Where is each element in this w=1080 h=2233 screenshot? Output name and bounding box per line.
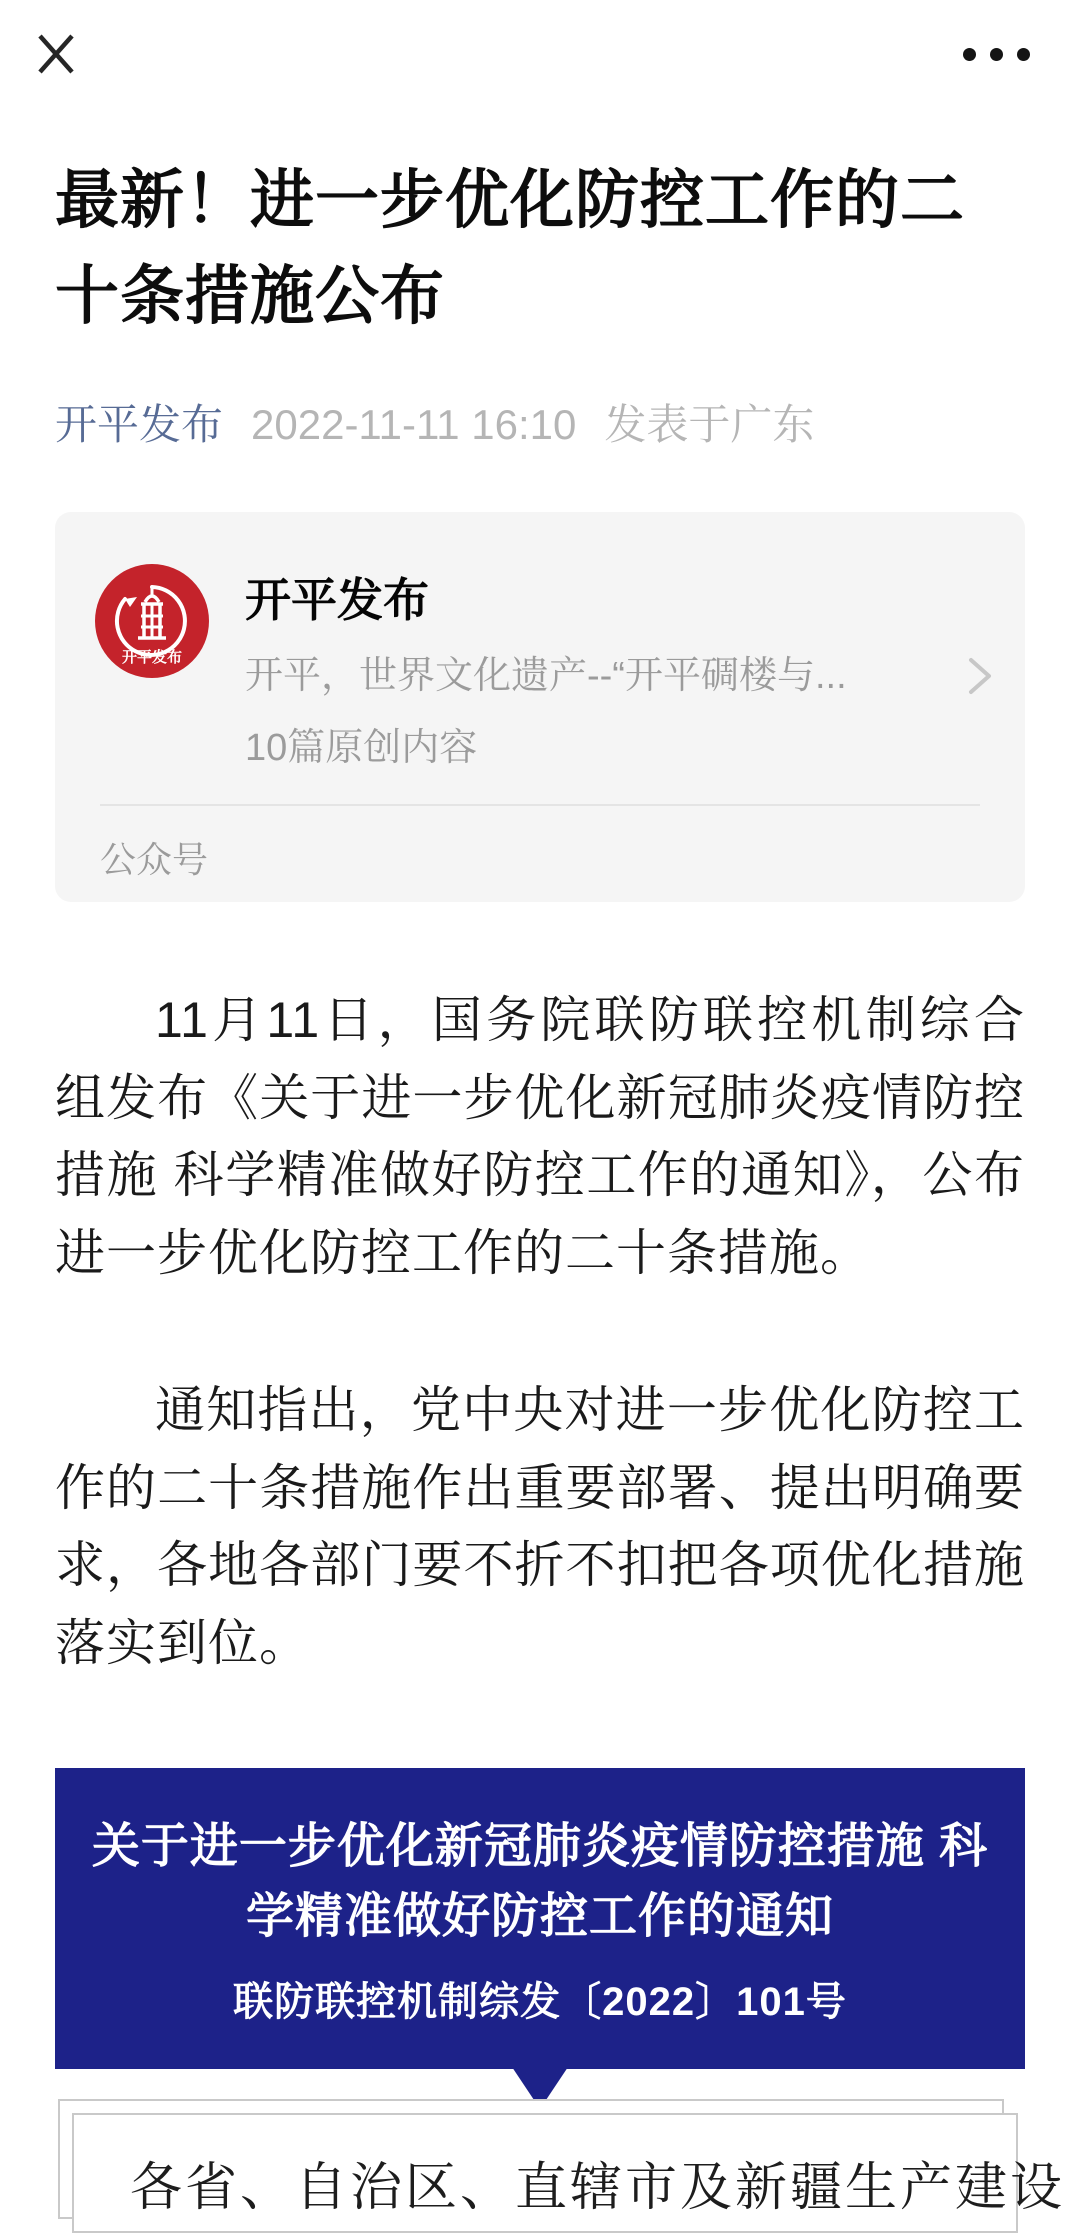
account-logo-icon <box>95 564 209 678</box>
close-button[interactable] <box>28 26 84 82</box>
account-avatar <box>95 564 209 678</box>
official-account-card[interactable] <box>55 512 1025 902</box>
body-paragraph-2: 通知指出，党中央对进一步优化防控工作的二十条措施作出重要部署、提出明确要求，各地各部门要不折不扣把各项优化措施落实到位。 <box>55 1382 1025 1671</box>
body-paragraph-1: 11月11日，国务院联防联控机制综合组发布《关于进一步优化新冠肺炎疫情防控措施 科学精准做好防控工作的通知》，公布进一步优化防控工作的二十条措施。 <box>55 992 1025 1281</box>
account-type-label: 公众号 <box>100 839 209 880</box>
account-name: 开平发布 <box>245 574 429 626</box>
article-title: 最新！进一步优化防控工作的二十条措施公布 <box>55 164 965 332</box>
chevron-right-icon <box>961 652 997 705</box>
more-dots-icon <box>990 48 1003 61</box>
card-divider <box>100 804 980 806</box>
notice-banner <box>55 1768 1025 2069</box>
more-dots-icon <box>1017 48 1030 61</box>
notice-doc-number: 联防联控机制综发〔2022〕101号 <box>233 1980 847 2025</box>
original-content-count: 10篇原创内容 <box>245 727 478 769</box>
document-first-line: 各省、自治区、直辖市及新疆生产建设 <box>130 2159 1066 2217</box>
document-box <box>72 2113 1066 2233</box>
notice-title: 关于进一步优化新冠肺炎疫情防控措施 科学精准做好防控工作的通知 <box>91 1820 989 1944</box>
account-description: 开平，世界文化遗产--“开平碉楼与... <box>245 655 847 697</box>
avatar-label: 开平发布 <box>121 649 183 666</box>
more-menu-button[interactable] <box>957 34 1036 74</box>
more-dots-icon <box>963 48 976 61</box>
account-link[interactable]: 开平发布 <box>55 401 224 448</box>
publish-location: 发表于广东 <box>604 401 815 448</box>
close-icon <box>34 32 78 76</box>
article-meta <box>55 392 1025 452</box>
account-description-row <box>245 644 935 699</box>
publish-time: 2022-11-11 16:10 <box>251 401 577 448</box>
top-bar <box>0 0 1080 110</box>
